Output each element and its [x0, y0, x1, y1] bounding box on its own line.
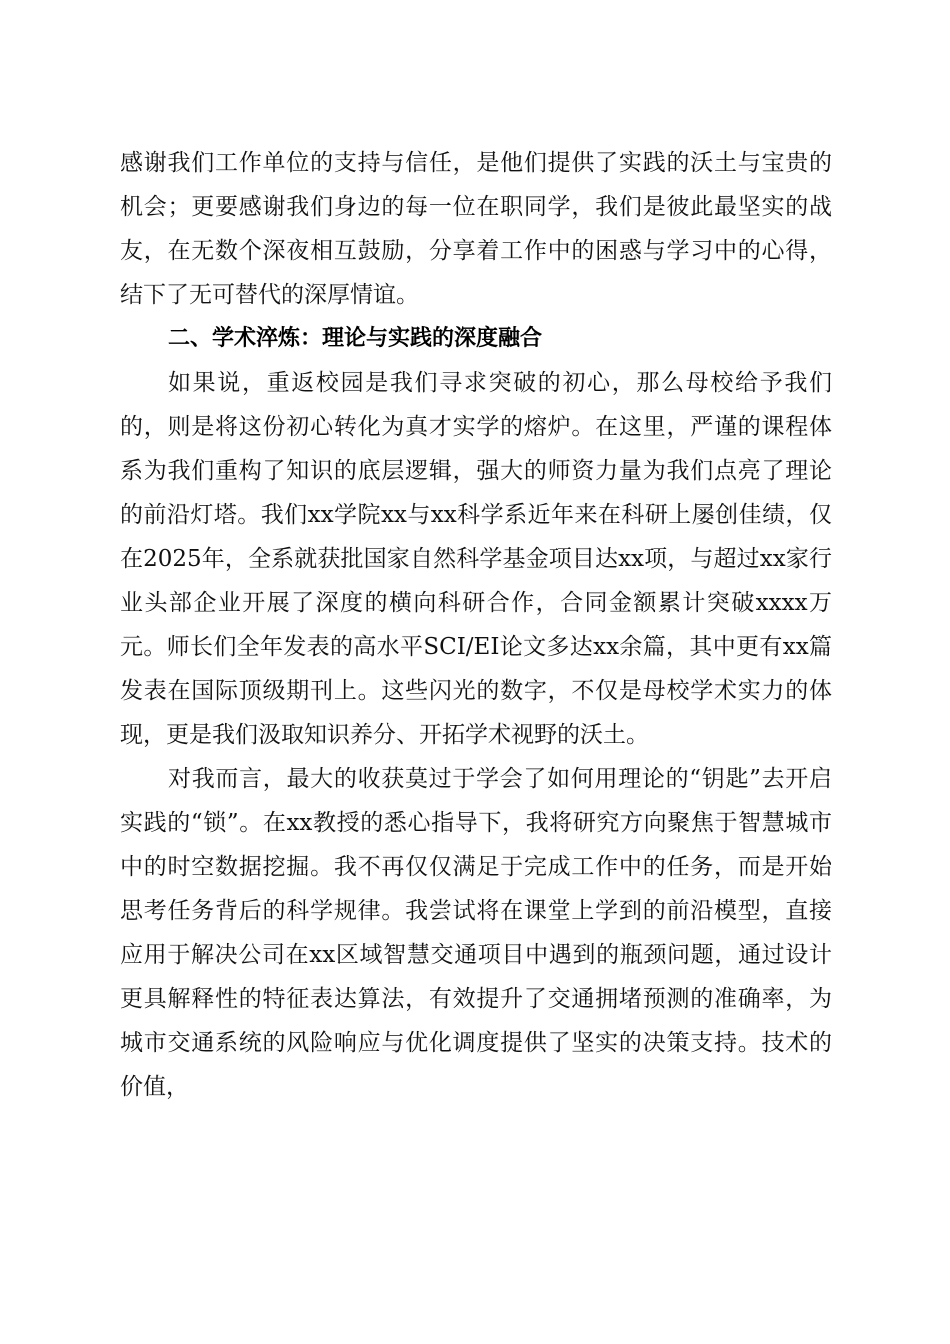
- paragraph-personal-gains: 对我而言，最大的收获莫过于学会了如何用理论的“钥匙”去开启实践的“锁”。在xx教授的悉心指导下，我将研究方向聚焦于智慧城市中的时空数据挖掘。我不再仅仅满足于完成工作中的任务，而是开始思考任务背后的科学规律。我尝试将在课堂上学到的前沿模型，直接应用于解决公司在xx区域智慧交通项目中遇到的瓶颈问题，通过设计更具解释性的特征表达算法，有效提升了交通拥堵预测的准确率，为城市交通系统的风险响应与优化调度提供了坚实的决策支持。技术的价值，: [120, 766, 832, 1100]
- paragraph-gratitude: 感谢我们工作单位的支持与信任，是他们提供了实践的沃土与宝贵的机会；更要感谢我们身边的每一位在职同学，我们是彼此最坚实的战友，在无数个深夜相互鼓励，分享着工作中的困惑与学习中的心得，结下了无可替代的深厚情谊。: [120, 150, 832, 308]
- document-body: [120, 141, 832, 1109]
- section-heading-academic: 二、学术淬炼：理论与实践的深度融合: [168, 326, 543, 351]
- paragraph-academic-achievements: 如果说，重返校园是我们寻求突破的初心，那么母校给予我们的，则是将这份初心转化为真才实学的熔炉。在这里，严谨的课程体系为我们重构了知识的底层逻辑，强大的师资力量为我们点亮了理论的前沿灯塔。我们xx学院xx与xx科学系近年来在科研上屡创佳绩，仅在2025年，全系就获批国家自然科学基金项目达xx项，与超过xx家行业头部企业开展了深度的横向科研合作，合同金额累计突破xxxx万元。师长们全年发表的高水平SCI/EI论文多达xx余篇，其中更有xx篇发表在国际顶级期刊上。这些闪光的数字，不仅是母校学术实力的体现，更是我们汲取知识养分、开拓学术视野的沃土。: [120, 370, 832, 748]
